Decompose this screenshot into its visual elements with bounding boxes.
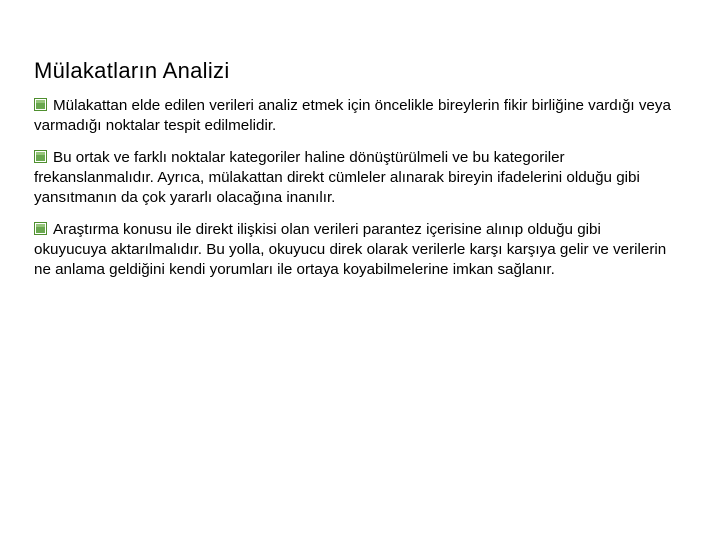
bullet-text: Mülakattan elde edilen verileri analiz etmek için öncelikle bireylerin fikir birliğine vardığı veya varmadığı noktalar tespit edilmelidir. — [34, 97, 671, 134]
checkbox-square-icon — [34, 222, 47, 235]
checkbox-square-icon — [34, 98, 47, 111]
bullet-text: Bu ortak ve farklı noktalar kategoriler haline dönüştürülmeli ve bu kategoriler frekanslanmalıdır. Ayrıca, mülakattan direkt cümleler alınarak bireyin ifadelerini olduğu gibi yansıtmanın da çok yararlı olacağına inanılır. — [34, 149, 640, 206]
checkbox-square-icon — [34, 150, 47, 163]
bullet-list — [34, 96, 674, 292]
bullet-item — [34, 96, 674, 136]
bullet-item — [34, 220, 674, 280]
bullet-item — [34, 148, 674, 208]
bullet-text: Araştırma konusu ile direkt ilişkisi olan verileri parantez içerisine alınıp olduğu gibi okuyucuya aktarılmalıdır. Bu yolla, okuyucu direk olarak verilerle karşı karşıya gelir ve verilerin ne anlama geldiğini kendi yorumları ile ortaya koyabilmelerine imkan sağlanır. — [34, 221, 667, 278]
slide-title: Mülakatların Analizi — [34, 58, 230, 83]
